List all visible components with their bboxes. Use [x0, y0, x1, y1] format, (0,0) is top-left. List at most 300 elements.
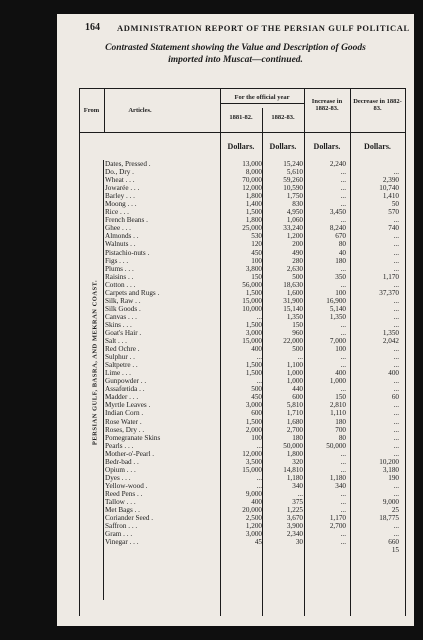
decrease-cell: ... [393, 353, 399, 362]
decrease-cell: 740 [388, 224, 399, 233]
value-1881-cell: 1,500 [245, 417, 262, 426]
decrease-cell: ... [393, 522, 399, 531]
value-1881-cell: 1,500 [245, 369, 262, 378]
value-1881-cell: 15,000 [242, 465, 262, 474]
increase-cell: 7,000 [329, 337, 346, 346]
value-1882-cell: 2,700 [286, 425, 303, 434]
increase-cell: 400 [335, 369, 346, 378]
table-row [105, 409, 405, 417]
decrease-cell: ... [393, 385, 399, 394]
table-row [105, 329, 405, 337]
table-row [105, 208, 405, 216]
increase-cell: ... [340, 506, 346, 515]
value-1882-cell: 33,240 [283, 224, 303, 233]
value-1882-cell: 50,000 [283, 441, 303, 450]
article-cell: Sulphur . . [105, 353, 135, 362]
value-1882-cell: 440 [292, 385, 303, 394]
value-1881-cell: 12,000 [242, 184, 262, 193]
article-cell: Indian Corn . [105, 409, 144, 418]
value-1882-cell: 490 [292, 248, 303, 257]
increase-cell: ... [340, 200, 346, 209]
value-1881-cell: ... [256, 473, 262, 482]
value-1881-cell: 1,400 [245, 200, 262, 209]
value-1881-cell: 100 [251, 256, 262, 265]
value-1881-cell: 1,800 [245, 192, 262, 201]
value-1882-cell: 1,350 [286, 312, 303, 321]
article-cell: Opium . . . [105, 465, 136, 474]
table-row [105, 498, 405, 506]
increase-cell: 670 [335, 232, 346, 241]
value-1881-cell: 9,000 [245, 489, 262, 498]
value-1882-cell: 500 [292, 345, 303, 354]
table-row [105, 450, 405, 458]
value-1882-cell: 500 [292, 272, 303, 281]
article-cell: Yellow-wood . [105, 481, 148, 490]
increase-cell: ... [340, 385, 346, 394]
value-1881-cell: ... [256, 312, 262, 321]
article-cell: Raisins . . [105, 272, 134, 281]
value-1882-cell: 1,180 [286, 473, 303, 482]
decrease-cell: ... [393, 240, 399, 249]
article-cell: Almonds . . [105, 232, 139, 241]
decrease-cell: 18,775 [379, 514, 399, 523]
table-row [105, 232, 405, 240]
value-1882-cell: 150 [292, 320, 303, 329]
report-page [57, 14, 414, 626]
value-1882-cell: 15,140 [283, 304, 303, 313]
decrease-cell: ... [393, 441, 399, 450]
table-row [105, 200, 405, 208]
article-cell: Carpets and Rugs . [105, 288, 160, 297]
value-1881-cell: 1,500 [245, 320, 262, 329]
increase-cell: ... [340, 192, 346, 201]
increase-cell: ... [340, 457, 346, 466]
article-cell: Dates, Pressed . [105, 160, 151, 168]
decrease-cell: ... [393, 320, 399, 329]
table-row [105, 530, 405, 538]
increase-cell: ... [340, 497, 346, 506]
increase-cell: 80 [338, 240, 346, 249]
table-row [105, 385, 405, 393]
article-cell: Mother-o'-Pearl . [105, 449, 155, 458]
value-1881-cell: 400 [251, 497, 262, 506]
table-row [105, 546, 405, 554]
article-cell: Assafœtida . . [105, 385, 145, 394]
article-cell: Canvas . . . [105, 312, 137, 321]
value-1882-cell: 3,900 [286, 522, 303, 531]
increase-cell: 350 [335, 272, 346, 281]
table-row [105, 361, 405, 369]
article-cell: Gram . . . [105, 530, 133, 539]
article-cell: Salt . . . [105, 337, 127, 346]
unit-label: Dollars. [313, 142, 341, 151]
table-row [105, 168, 405, 176]
decrease-cell: 1,170 [382, 272, 399, 281]
decrease-cell: ... [393, 345, 399, 354]
decrease-cell: 3,180 [382, 465, 399, 474]
table-row [105, 401, 405, 409]
decrease-cell: ... [393, 280, 399, 289]
value-1881-cell: 450 [251, 248, 262, 257]
increase-cell: ... [340, 353, 346, 362]
decrease-cell: ... [393, 216, 399, 225]
decrease-cell: ... [393, 449, 399, 458]
increase-cell: 1,110 [330, 409, 346, 418]
decrease-cell: ... [393, 264, 399, 273]
value-1881-cell: 2,500 [245, 514, 262, 523]
increase-cell: 2,810 [329, 401, 346, 410]
value-1881-cell: 3,000 [245, 401, 262, 410]
value-1882-cell: 5,810 [286, 401, 303, 410]
value-1882-cell: 1,710 [286, 409, 303, 418]
decrease-cell: ... [393, 361, 399, 370]
decrease-cell: ... [393, 248, 399, 257]
increase-cell: ... [340, 280, 346, 289]
value-1881-cell: 56,000 [242, 280, 262, 289]
value-1882-cell: 960 [292, 328, 303, 337]
value-1881-cell: 1,200 [245, 522, 262, 531]
increase-cell: ... [340, 168, 346, 177]
region-label-text: PERSIAN GULF, BASRA, AND MEKRAN COAST. [91, 279, 99, 446]
table-row [105, 240, 405, 248]
value-1882-cell: 375 [292, 497, 303, 506]
value-1881-cell: 400 [251, 345, 262, 354]
article-cell: Pistachio-nuts . [105, 248, 150, 257]
table-row [105, 176, 405, 184]
article-cell: Madder . . . [105, 393, 139, 402]
increase-cell: 8,240 [329, 224, 346, 233]
value-1881-cell: 13,000 [242, 160, 262, 168]
increase-cell: 50,000 [326, 441, 346, 450]
article-cell: Saltpetre . . [105, 361, 138, 370]
column-header-increase: Increase in 1882-83. [311, 98, 343, 112]
table-row [105, 224, 405, 232]
increase-cell: ... [340, 530, 346, 539]
unit-label: Dollars. [269, 142, 297, 151]
increase-cell: ... [340, 449, 346, 458]
decrease-cell: 10,740 [379, 184, 399, 193]
column-header-year-1881: 1881-82. [229, 114, 253, 121]
table-row [105, 257, 405, 265]
article-cell: Met Bags . . [105, 506, 140, 515]
table-row [105, 514, 405, 522]
value-1881-cell: 10,000 [242, 304, 262, 313]
value-1882-cell: ... [297, 489, 303, 498]
article-cell: Coriander Seed . [105, 514, 154, 523]
table-row [105, 474, 405, 482]
article-cell: Dyes . . . [105, 473, 131, 482]
increase-cell: ... [340, 465, 346, 474]
value-1882-cell: 280 [292, 256, 303, 265]
decrease-cell: ... [393, 425, 399, 434]
table-body [105, 160, 405, 554]
decrease-cell: 1,410 [382, 192, 399, 201]
decrease-cell: 15 [391, 546, 399, 555]
value-1882-cell: 22,000 [283, 337, 303, 346]
unit-row [220, 142, 405, 154]
table-row [105, 393, 405, 401]
table-row [105, 297, 405, 305]
table-row [105, 289, 405, 297]
value-1881-cell: 70,000 [242, 176, 262, 185]
increase-cell: 16,900 [326, 296, 346, 305]
value-1882-cell: 3,670 [286, 514, 303, 523]
value-1881-cell: 25,000 [242, 224, 262, 233]
table-row [105, 353, 405, 361]
decrease-cell: ... [393, 296, 399, 305]
table-title-line-1: Contrasted Statement showing the Value and Description of Goods [105, 43, 366, 53]
value-1881-cell: 1,500 [245, 361, 262, 370]
value-1882-cell: 340 [292, 481, 303, 490]
value-1881-cell: 20,000 [242, 506, 262, 515]
table-row [105, 442, 405, 450]
decrease-cell: 190 [388, 473, 399, 482]
value-1881-cell: 600 [251, 409, 262, 418]
article-cell: Saffron . . . [105, 522, 138, 531]
value-1882-cell: 1,000 [286, 369, 303, 378]
running-title: ADMINISTRATION REPORT OF THE PERSIAN GULF POLITICAL [117, 23, 410, 33]
increase-cell: 3,450 [329, 208, 346, 217]
decrease-cell: 570 [388, 208, 399, 217]
increase-cell: 180 [335, 256, 346, 265]
article-cell: Roses, Dry . . [105, 425, 145, 434]
article-cell: Reed Pens . . [105, 489, 143, 498]
decrease-cell: 37,370 [379, 288, 399, 297]
increase-cell: 340 [335, 481, 346, 490]
increase-cell: ... [340, 176, 346, 185]
article-cell: Figs . . . [105, 256, 129, 265]
article-cell: Pomegranate Skins [105, 433, 161, 442]
increase-cell: ... [340, 489, 346, 498]
value-1881-cell: 8,000 [245, 168, 262, 177]
table-row [105, 482, 405, 490]
table-row [105, 369, 405, 377]
table-row [105, 377, 405, 385]
decrease-cell: ... [393, 256, 399, 265]
value-1881-cell: 15,000 [242, 296, 262, 305]
value-1882-cell: 10,590 [283, 184, 303, 193]
decrease-cell: 1,350 [382, 328, 399, 337]
value-1882-cell: 600 [292, 393, 303, 402]
value-1882-cell: 320 [292, 457, 303, 466]
value-1881-cell: 1,500 [245, 208, 262, 217]
table-row [105, 506, 405, 514]
article-cell: Vinegar . . . [105, 538, 139, 547]
value-1882-cell: 59,260 [283, 176, 303, 185]
value-1882-cell: 1,060 [286, 216, 303, 225]
value-1882-cell: 2,340 [286, 530, 303, 539]
table-row [105, 184, 405, 192]
table-row [105, 273, 405, 281]
article-cell: Do., Dry . [105, 168, 134, 177]
decrease-cell: ... [393, 530, 399, 539]
value-1881-cell: 500 [251, 385, 262, 394]
table-row [105, 458, 405, 466]
decrease-cell: ... [393, 168, 399, 177]
value-1881-cell: 530 [251, 232, 262, 241]
increase-cell: 1,170 [329, 514, 346, 523]
article-cell: Red Ochre . [105, 345, 140, 354]
value-1881-cell: 450 [251, 393, 262, 402]
column-header-year-1882: 1882-83. [271, 114, 295, 121]
article-cell: Goat's Hair . [105, 328, 142, 337]
table-row [105, 216, 405, 224]
increase-cell: 1,350 [329, 312, 346, 321]
value-1882-cell: 31,900 [283, 296, 303, 305]
value-1882-cell: 1,200 [286, 232, 303, 241]
value-1882-cell: 1,750 [286, 192, 303, 201]
increase-cell: ... [340, 538, 346, 547]
value-1882-cell: ... [297, 353, 303, 362]
increase-cell: 100 [335, 345, 346, 354]
article-cell: Rice . . . [105, 208, 129, 217]
value-1882-cell: 4,950 [286, 208, 303, 217]
article-cell: Walnuts . . [105, 240, 136, 249]
value-1882-cell: 18,630 [283, 280, 303, 289]
value-1881-cell: 15,000 [242, 337, 262, 346]
value-1882-cell: 2,630 [286, 264, 303, 273]
decrease-cell: 50 [391, 200, 399, 209]
increase-cell: 1,000 [329, 377, 346, 386]
increase-cell: ... [340, 320, 346, 329]
table-row [105, 305, 405, 313]
column-header-from: From [83, 107, 100, 114]
value-1882-cell: 1,000 [286, 377, 303, 386]
table-row [105, 434, 405, 442]
article-cell: Rose Water . [105, 417, 142, 426]
value-1881-cell: 3,000 [245, 328, 262, 337]
increase-cell: 100 [335, 288, 346, 297]
increase-cell: 5,140 [329, 304, 346, 313]
article-cell: Silk Goods . [105, 304, 141, 313]
decrease-cell: ... [393, 304, 399, 313]
value-1881-cell: 100 [251, 433, 262, 442]
decrease-cell: ... [393, 232, 399, 241]
article-cell: Jowarée . . . [105, 184, 140, 193]
increase-cell: 2,700 [329, 522, 346, 531]
increase-cell: 80 [338, 433, 346, 442]
table-row [105, 160, 405, 168]
increase-cell: ... [340, 328, 346, 337]
value-1881-cell: 45 [254, 538, 262, 547]
table-top-rule [79, 88, 405, 89]
value-1881-cell: ... [256, 377, 262, 386]
article-cell: French Beans . [105, 216, 148, 225]
article-cell: Myrtle Leaves . [105, 401, 151, 410]
decrease-cell: ... [393, 433, 399, 442]
value-1882-cell: 1,800 [286, 449, 303, 458]
decrease-cell: ... [393, 401, 399, 410]
value-1882-cell: 1,600 [286, 288, 303, 297]
article-cell: Bedr-bad . . [105, 457, 139, 466]
page-number: 164 [85, 22, 100, 33]
table-row [105, 337, 405, 345]
decrease-cell: 9,000 [382, 497, 399, 506]
table-row [105, 345, 405, 353]
value-1881-cell: 3,000 [245, 530, 262, 539]
increase-cell: 700 [335, 425, 346, 434]
value-1882-cell: 30 [295, 538, 303, 547]
increase-cell: 150 [335, 393, 346, 402]
table-row [105, 265, 405, 273]
value-1882-cell: 1,680 [286, 417, 303, 426]
increase-cell: ... [340, 184, 346, 193]
table-left-rule [79, 88, 80, 616]
column-header-articles: Articles. [128, 107, 152, 114]
value-1881-cell: 2,000 [245, 425, 262, 434]
value-1881-cell: 120 [251, 240, 262, 249]
increase-cell: 2,240 [329, 160, 346, 168]
article-cell: Skins . . . [105, 320, 132, 329]
increase-cell: ... [340, 361, 346, 370]
table-right-rule [405, 88, 406, 616]
value-1882-cell: 5,610 [286, 168, 303, 177]
increase-cell: 1,180 [329, 473, 346, 482]
region-label [90, 214, 100, 514]
column-header-official-year: For the official year [220, 94, 304, 104]
increase-cell: ... [340, 264, 346, 273]
value-1881-cell: 150 [251, 272, 262, 281]
article-cell: Lime . . . [105, 369, 131, 378]
table-row [105, 426, 405, 434]
increase-cell: 40 [338, 248, 346, 257]
decrease-cell: ... [393, 489, 399, 498]
article-cell: Cotton . . . [105, 280, 136, 289]
decrease-cell: ... [393, 417, 399, 426]
value-1882-cell: 15,240 [283, 160, 303, 168]
table-row [105, 522, 405, 530]
decrease-cell: ... [393, 377, 399, 386]
article-cell: Silk, Raw . . [105, 296, 141, 305]
increase-cell: ... [340, 216, 346, 225]
running-header [57, 14, 414, 34]
decrease-cell: 60 [391, 393, 399, 402]
table-row [105, 321, 405, 329]
table-row [105, 418, 405, 426]
value-1881-cell: ... [256, 353, 262, 362]
decrease-cell: ... [393, 312, 399, 321]
article-cell: Ghee . . . [105, 224, 131, 233]
table-header-rule [79, 132, 405, 133]
value-1881-cell: 3,500 [245, 457, 262, 466]
article-cell: Wheat . . . [105, 176, 135, 185]
article-cell: Barley . . . [105, 192, 135, 201]
decrease-cell: 660 [388, 538, 399, 547]
table-title-line-2: imported into Muscat—continued. [168, 55, 303, 65]
table-row [105, 538, 405, 546]
value-1882-cell: 1,100 [286, 361, 303, 370]
decrease-cell: 2,042 [382, 337, 399, 346]
article-cell: Moong . . . [105, 200, 137, 209]
value-1882-cell: 1,225 [286, 506, 303, 515]
unit-label: Dollars. [227, 142, 255, 151]
value-1881-cell: 12,000 [242, 449, 262, 458]
decrease-cell: ... [393, 409, 399, 418]
value-1882-cell: 200 [292, 240, 303, 249]
article-cell: Tallow . . . [105, 497, 136, 506]
article-cell: Gunpowder . . [105, 377, 147, 386]
increase-cell: 180 [335, 417, 346, 426]
table-row [105, 313, 405, 321]
table-row [105, 281, 405, 289]
table-row [105, 249, 405, 257]
value-1881-cell: 1,800 [245, 216, 262, 225]
table-row [105, 192, 405, 200]
table-row [105, 466, 405, 474]
unit-label: Dollars. [364, 142, 391, 151]
value-1882-cell: 830 [292, 200, 303, 209]
article-cell: Plums . . . [105, 264, 134, 273]
